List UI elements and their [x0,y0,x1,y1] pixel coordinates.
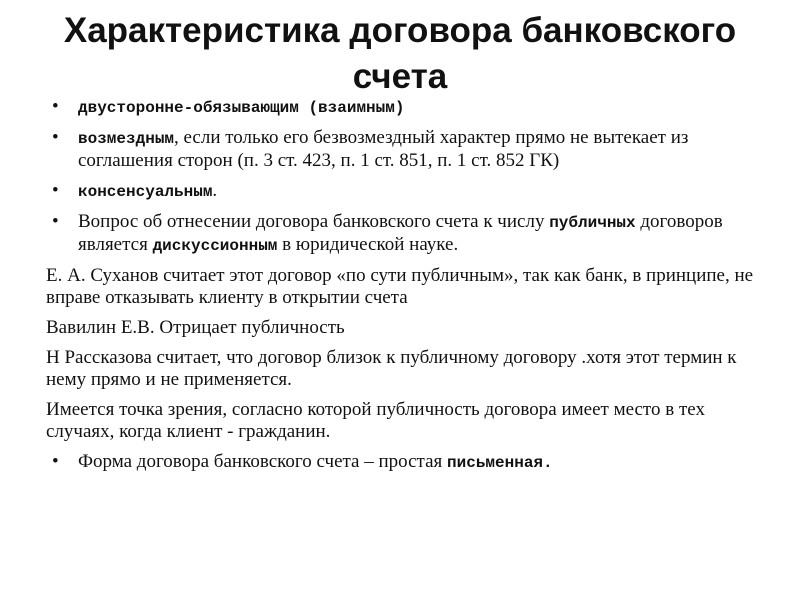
bullet-item-paid [46,127,766,172]
bullet-text: двусторонне-обязывающим (взаимным) [78,99,405,117]
paragraph-rasskazova: Н Рассказова считает, что договор близок к публичному договору .хотя этот термин к нему прямо и не применяется. [46,347,737,390]
bullet-text: , если только его безвозмездный характер прямо не вытекает из соглашения сторон (п. 3 ст. 423, п. 1 ст. 851, п. 1 ст. 852 ГК) [78,127,689,171]
bullet-text: Вопрос об отнесении договора банковского счета к числу [78,211,550,232]
slide-content [46,96,766,482]
bullet-text: Форма договора банковского счета – простая [78,451,448,472]
bullet-dot: • [52,180,59,201]
bullet-text: в юридической науке. [277,234,459,255]
paragraph-vavilin: Вавилин Е.В. Отрицает публичность [46,317,345,338]
bullet-bold-text: консенсуальным [78,183,213,201]
bullet-dot: • [52,96,59,117]
title-line-2: счета [352,57,448,96]
bullet-bold-text: возмездным [78,130,175,148]
bullet-item-bilateral [46,96,766,119]
bullet-text: договоров является [78,211,723,255]
bullet-item-public-question [46,211,766,257]
bullet-item-consensual [46,180,766,203]
bullet-bold-text: письменная. [447,454,553,472]
slide-title [40,8,760,100]
bullet-dot: • [52,211,59,232]
bullet-dot: • [52,451,59,472]
bullet-bold-text: публичных [549,214,636,232]
paragraph-sukhanov: Е. А. Суханов считает этот договор «по сути публичным», так как банк, в принципе, не вправе отказывать клиенту в открытии счета [46,265,754,308]
title-line-1: Характеристика договора банковского [63,11,737,50]
paragraph-viewpoint: Имеется точка зрения, согласно которой публичность договора имеет место в тех случаях, когда клиент - гражданин. [46,399,705,442]
bullet-dot: • [52,127,59,148]
bullet-text: . [212,180,218,201]
bullet-item-form [46,451,766,474]
bullet-bold-text: дискуссионным [152,237,278,255]
